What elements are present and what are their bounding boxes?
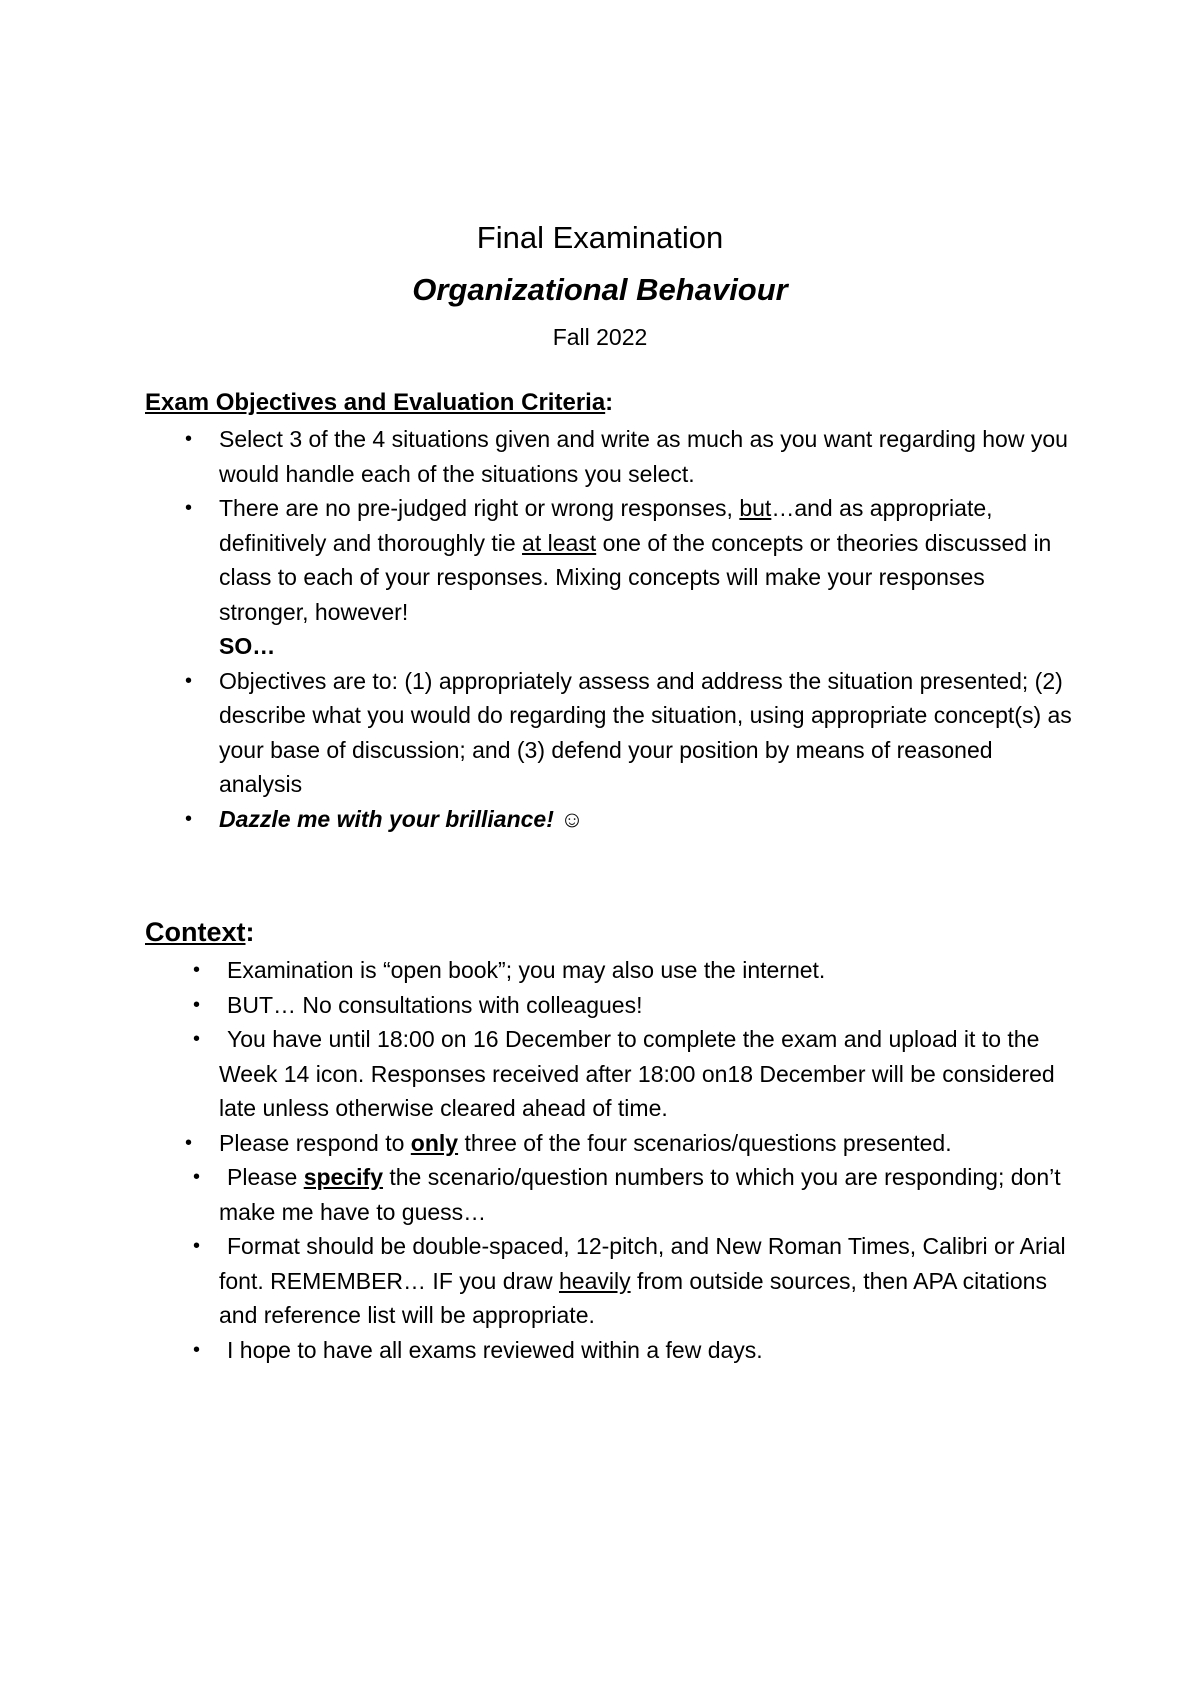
list-item: • Please specify the scenario/question numbers to which you are responding; don’t make me have to guess… xyxy=(145,1160,1075,1229)
objectives-section xyxy=(145,388,1075,836)
title-block xyxy=(0,218,1200,352)
term: Fall 2022 xyxy=(552,324,648,350)
bullet-icon: • xyxy=(193,1338,201,1361)
bullet-icon: • xyxy=(185,428,193,450)
list-item: • I hope to have all exams reviewed within a few days. xyxy=(145,1333,1075,1368)
objectives-list xyxy=(145,422,1075,836)
context-section xyxy=(145,915,1075,1367)
so-line: SO… xyxy=(219,633,276,659)
bullet-icon: • xyxy=(185,1131,193,1154)
emphasis-at-least: at least xyxy=(522,529,597,556)
objectives-heading: Exam Objectives and Evaluation Criteria: xyxy=(145,389,614,416)
list-item: • Examination is “open book”; you may also use the internet. xyxy=(145,953,1075,988)
bullet-icon: • xyxy=(185,497,193,519)
list-item: • There are no pre-judged right or wrong responses, but…and as appropriate, definitively and thoroughly tie at least one of the concepts or theories discussed in class to each of your responses. Mixing concepts will make your responses stronger, however! SO… xyxy=(145,491,1075,664)
bullet-icon: • xyxy=(185,807,193,830)
context-list xyxy=(145,953,1075,1367)
context-heading: Context: xyxy=(145,917,255,947)
bullet-icon: • xyxy=(193,1028,201,1050)
list-item: • Select 3 of the 4 situations given and write as much as you want regarding how you would handle each of the situations you select. xyxy=(145,422,1075,491)
list-item: • Objectives are to: (1) appropriately assess and address the situation presented; (2) describe what you would do regarding the situation, using appropriate concept(s) as your base of discussion; and (3) defend your position by means of reasoned analysis xyxy=(145,664,1075,802)
list-item: • Format should be double-spaced, 12-pitch, and New Roman Times, Calibri or Arial font. REMEMBER… IF you draw heavily from outside sources, then APA citations and reference list will be appropriate. xyxy=(145,1229,1075,1333)
bullet-icon: • xyxy=(193,993,201,1016)
bullet-icon: • xyxy=(193,1235,201,1257)
list-item: • You have until 18:00 on 16 December to complete the exam and upload it to the Week 14 icon. Responses received after 18:00 on18 December will be considered late unless otherwise cleared ahead of time. xyxy=(145,1022,1075,1126)
emphasis-specify: specify xyxy=(303,1164,383,1190)
emphasis-only: only xyxy=(410,1129,459,1156)
emphasis-heavily: heavily xyxy=(558,1267,631,1294)
list-item: • Dazzle me with your brilliance! ☺ xyxy=(145,802,1075,837)
bullet-icon: • xyxy=(193,1166,201,1188)
exam-title: Final Examination xyxy=(476,220,724,255)
list-item: • BUT… No consultations with colleagues! xyxy=(145,988,1075,1023)
bullet-icon: • xyxy=(193,959,201,981)
list-item: • Please respond to only three of the four scenarios/questions presented. xyxy=(145,1126,1075,1161)
bullet-icon: • xyxy=(185,669,193,692)
smiley-icon: ☺ xyxy=(560,805,584,832)
course-title: Organizational Behaviour xyxy=(412,272,788,307)
emphasis-but: but xyxy=(739,495,772,521)
